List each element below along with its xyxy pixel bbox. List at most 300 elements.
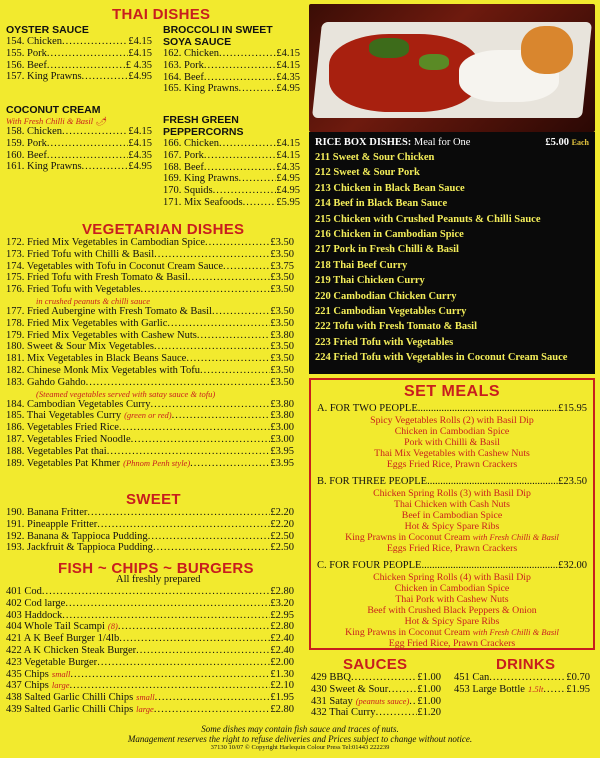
item-price: £2.80 (270, 621, 294, 633)
item-price: £4.95 (276, 173, 300, 185)
leader-dots (148, 531, 271, 543)
item-qualifier: (Phnom Penh style) (123, 457, 191, 468)
menu-item[interactable] (311, 707, 441, 719)
section-title: FRESH GREEN (163, 114, 239, 126)
menu-item[interactable] (6, 507, 294, 519)
item-qualifier: small (136, 692, 155, 703)
broccoli-section (163, 24, 300, 95)
set-meal-line (317, 572, 587, 583)
item-label: 431 Satay (311, 695, 353, 707)
leader-dots (351, 672, 417, 684)
set-meal-line (317, 616, 587, 627)
leader-dots (543, 684, 566, 696)
menu-item[interactable] (6, 422, 294, 434)
item-label: 423 Vegetable Burger (6, 656, 98, 668)
rice-box-item[interactable]: 223 Fried Tofu with Vegetables (315, 336, 454, 348)
item-price: £3.80 (270, 398, 294, 410)
item-price: £0.70 (566, 672, 590, 683)
menu-item[interactable] (6, 458, 294, 470)
set-meal-dish: Chicken Spring Rolls (3) with Basil Dip (373, 488, 531, 499)
leader-dots (141, 284, 271, 296)
item-name (6, 272, 188, 284)
leader-dots (421, 560, 558, 572)
item-label: 159. Pork (6, 137, 47, 149)
menu-item[interactable] (6, 126, 152, 138)
item-name (6, 71, 82, 83)
item-price: £3.50 (270, 305, 294, 317)
item-label: 169. King Prawns (163, 173, 239, 185)
item-label: 193. Jackfruit & Tappioca Pudding (6, 542, 153, 554)
leader-dots (204, 72, 277, 84)
fish-section (6, 586, 294, 716)
menu-item[interactable] (163, 185, 300, 197)
menu-item[interactable] (6, 150, 152, 162)
set-meal-line (317, 543, 587, 554)
item-price: £3.50 (270, 248, 294, 260)
item-price: £3.50 (270, 364, 294, 376)
coconut-cream-section (6, 104, 152, 173)
item-qualifier: small (51, 668, 71, 679)
item-name (6, 531, 148, 543)
menu-item[interactable] (454, 672, 590, 684)
menu-item[interactable] (6, 399, 294, 411)
menu-item[interactable] (6, 519, 294, 531)
set-meal-dish: Chicken in Cambodian Spice (394, 426, 510, 437)
item-price: £4.35 (276, 161, 300, 173)
item-name (6, 507, 87, 519)
menu-item[interactable] (163, 173, 300, 185)
menu-item[interactable] (6, 598, 294, 610)
item-price: £3.50 (270, 353, 294, 365)
item-name (6, 598, 65, 610)
item-label: 190. Banana Fritter (6, 507, 88, 518)
menu-item[interactable] (6, 610, 294, 622)
menu-item[interactable] (6, 161, 152, 173)
item-price: £4.15 (128, 126, 152, 137)
leader-dots (186, 353, 270, 365)
menu-item[interactable] (454, 684, 590, 696)
leader-dots (197, 330, 271, 342)
item-name (6, 422, 119, 434)
menu-item[interactable] (6, 306, 294, 318)
leader-dots (223, 261, 270, 273)
set-meal-dish: Thai Mix Vegetables with Cashew Nuts (374, 448, 530, 459)
item-name (6, 284, 141, 296)
item-name (163, 150, 204, 162)
set-meal-dish-note: with Fresh Chilli & Basil (472, 627, 559, 637)
set-meal-line (317, 437, 587, 448)
menu-item[interactable] (6, 138, 152, 150)
item-price: £3.80 (270, 410, 294, 422)
set-meal-price: £23.50 (558, 476, 587, 487)
item-price: £1.00 (417, 672, 441, 683)
menu-item[interactable] (6, 657, 294, 669)
item-name (6, 150, 47, 162)
rice-box-item[interactable]: 221 Cambodian Vegetables Curry (315, 306, 467, 318)
item-price: £4.95 (276, 83, 300, 95)
item-label: 191. Pineapple Fritter (6, 518, 98, 530)
section-title: BROCCOLI IN SWEET (163, 24, 273, 36)
menu-item[interactable] (6, 410, 294, 422)
leader-dots (118, 621, 271, 633)
item-name (6, 60, 47, 72)
menu-item[interactable] (6, 272, 294, 284)
item-label: 453 Large Bottle (454, 683, 525, 695)
menu-item[interactable] (311, 696, 441, 708)
item-name (6, 126, 62, 138)
rice-box-header (315, 136, 589, 150)
sweet-title: SWEET (126, 491, 181, 508)
menu-item[interactable] (6, 318, 294, 330)
leader-dots (47, 138, 129, 150)
item-name (311, 672, 351, 684)
item-label: 187. Vegetables Fried Noodle (6, 433, 131, 445)
item-name (6, 704, 154, 716)
rice-box-panel (309, 132, 595, 374)
item-price: £1.00 (417, 683, 441, 695)
set-meal-name: B. FOR THREE PEOPLE (317, 476, 428, 487)
item-label: 178. Fried Mix Vegetables with Garlic (6, 317, 168, 329)
menu-item[interactable] (163, 138, 300, 150)
set-meals-title: SET MEALS (403, 383, 501, 400)
menu-item[interactable] (6, 692, 294, 704)
set-meal-dish: King Prawns in Coconut Cream (345, 532, 471, 543)
menu-item[interactable] (6, 284, 294, 296)
set-meal-line (317, 448, 587, 459)
rice-box-item[interactable]: 216 Chicken in Cambodian Spice (315, 229, 464, 241)
item-price: £3.00 (270, 422, 294, 434)
item-price: £4.35 (128, 149, 152, 161)
item-price: £3.50 (270, 341, 294, 353)
leader-dots (150, 399, 270, 411)
item-price: £4.35 (276, 71, 300, 83)
item-price: £2.50 (270, 542, 294, 554)
menu-item[interactable] (163, 150, 300, 162)
item-qualifier: (8) (107, 621, 118, 632)
item-name (311, 684, 388, 696)
set-meals-panel (309, 378, 595, 650)
leader-dots (204, 60, 277, 72)
leader-dots (188, 272, 270, 284)
item-name (6, 410, 172, 422)
item-label: 155. Pork (6, 47, 47, 59)
set-meal-header[interactable] (317, 560, 587, 572)
item-price: £2.50 (270, 530, 294, 542)
set-meal-header[interactable] (317, 476, 587, 488)
set-meal-line (317, 488, 587, 499)
rice-box-item[interactable]: 222 Tofu with Fresh Tomato & Basil (315, 321, 478, 333)
set-meal-dish: Thai Chicken with Cash Nuts (394, 499, 510, 510)
set-meal-dish: Eggs Fried Rice, Prawn Crackers (386, 543, 518, 554)
leader-dots (47, 150, 129, 162)
menu-item[interactable] (6, 71, 152, 83)
menu-item[interactable] (6, 680, 294, 692)
menu-item[interactable] (311, 684, 441, 696)
item-label: 451 Can (454, 672, 490, 683)
item-price: £4.15 (276, 48, 300, 59)
leader-dots (200, 365, 270, 377)
item-label: 439 Salted Garlic Chilli Chips (6, 703, 134, 715)
set-meal-line (317, 459, 587, 470)
item-name (163, 83, 239, 95)
item-price: £2.40 (270, 633, 294, 645)
item-price: £2.95 (270, 609, 294, 621)
item-qualifier: (green or red) (124, 410, 172, 421)
rice-box-price: £5.00 (545, 137, 570, 148)
item-name (6, 610, 62, 622)
item-price: £2.20 (270, 507, 294, 518)
leader-dots (119, 422, 270, 434)
menu-item[interactable] (6, 542, 294, 554)
leader-dots (153, 542, 270, 554)
oyster-sauce-section (6, 24, 152, 83)
rice-box-item[interactable]: 213 Chicken in Black Bean Sauce (315, 182, 465, 194)
item-label: 181. Mix Vegetables in Black Beans Sauce (6, 353, 187, 365)
leader-dots (42, 586, 270, 598)
item-name (6, 434, 131, 446)
leader-dots (239, 83, 277, 95)
set-meal-line (317, 426, 587, 437)
rice-box-each: Each (571, 138, 589, 147)
item-name (6, 446, 107, 458)
rice-box-item[interactable]: 215 Chicken with Crushed Peanuts & Chilli Sauce (315, 213, 541, 225)
menu-item[interactable] (6, 633, 294, 645)
item-label: 404 Whole Tail Scampi (6, 621, 105, 633)
set-meal-dish: Thai Pork with Cashew Nuts (395, 594, 509, 605)
leader-dots (489, 672, 566, 684)
item-price: £1.00 (417, 695, 441, 707)
item-price: £2.20 (270, 518, 294, 530)
item-qualifier: (peanuts sauce) (355, 695, 410, 706)
item-price: £1.95 (566, 683, 590, 695)
set-meal-dish: Pork with Chilli & Basil (404, 437, 500, 448)
set-meal-dish: King Prawns in Coconut Cream (345, 627, 471, 638)
item-price: £4.95 (128, 71, 152, 83)
item-price: £4.15 (128, 137, 152, 149)
item-price: £3.50 (270, 376, 294, 388)
leader-dots (167, 318, 270, 330)
menu-item[interactable] (6, 621, 294, 633)
rice-box-item[interactable]: 217 Pork in Fresh Chilli & Basil (315, 244, 459, 256)
menu-item[interactable] (6, 704, 294, 716)
item-name (6, 621, 118, 633)
rice-box-item[interactable]: 224 Fried Tofu with Vegetables in Coconut Cream Sauce (315, 352, 568, 364)
leader-dots (409, 696, 417, 708)
menu-item[interactable] (6, 531, 294, 543)
item-price: £4.15 (128, 47, 152, 59)
item-label: 174. Vegetables with Tofu in Coconut Cream Sauce (6, 260, 224, 272)
item-price: £3.50 (270, 237, 294, 248)
item-label: 163. Pork (163, 59, 204, 71)
item-price: £3.20 (270, 597, 294, 609)
item-name (6, 377, 86, 389)
section-title: PEPPERCORNS (163, 126, 244, 138)
leader-dots (87, 507, 270, 519)
menu-item[interactable] (6, 586, 294, 598)
footer-disclaimer (0, 724, 600, 744)
set-meal-header[interactable] (317, 403, 587, 415)
item-name (163, 173, 239, 185)
item-label: 185. Thai Vegetables Curry (6, 410, 122, 422)
item-label: 184. Cambodian Vegetables Curry (6, 398, 151, 410)
leader-dots (62, 126, 128, 138)
menu-item[interactable] (6, 446, 294, 458)
set-meal-price: £15.95 (558, 403, 587, 414)
set-meal-line (317, 605, 587, 616)
set-meal-dish: Spicy Vegetables Rolls (2) with Basil Dip (370, 415, 534, 426)
set-meal-dish: Hot & Spicy Spare Ribs (404, 616, 500, 627)
set-meal-name: A. FOR TWO PEOPLE (317, 403, 418, 414)
menu-item[interactable] (6, 48, 152, 60)
rice-box-item[interactable]: 211 Sweet & Sour Chicken (315, 152, 435, 163)
menu-item[interactable] (6, 434, 294, 446)
vegetarian-title: VEGETARIAN DISHES (82, 221, 245, 238)
leader-dots (205, 237, 270, 249)
menu-item[interactable] (6, 249, 294, 261)
item-price: £4.15 (276, 149, 300, 161)
menu-item[interactable] (6, 645, 294, 657)
item-label: 166. Chicken (163, 138, 219, 149)
sauces-section (311, 672, 441, 719)
item-name (6, 237, 205, 249)
item-name (163, 48, 219, 60)
leader-dots (119, 633, 270, 645)
menu-item[interactable] (6, 261, 294, 273)
item-price: £ 4.35 (125, 59, 152, 71)
sweet-section (6, 507, 294, 554)
set-meal-line (317, 594, 587, 605)
menu-item[interactable] (6, 237, 294, 249)
item-name (163, 185, 213, 197)
leader-dots (418, 403, 558, 415)
drinks-section (454, 672, 590, 696)
item-qualifier: 1.5lt (527, 683, 544, 694)
item-price: £3.95 (270, 445, 294, 457)
rice-box-item[interactable]: 212 Sweet & Sour Pork (315, 167, 420, 179)
item-label: 158. Chicken (6, 126, 62, 137)
set-meal-line (317, 415, 587, 426)
item-label: 430 Sweet & Sour (311, 683, 389, 695)
set-meal-line (317, 638, 587, 649)
leader-dots (82, 161, 129, 173)
item-label: 160. Beef (6, 149, 47, 161)
item-price: £3.95 (270, 457, 294, 469)
rice-box-subtitle: Meal for One (413, 137, 471, 148)
set-meal-line (317, 521, 587, 532)
item-price: £3.50 (270, 272, 294, 284)
leader-dots (239, 173, 277, 185)
menu-item[interactable] (6, 669, 294, 681)
menu-item[interactable] (163, 48, 300, 60)
item-name (6, 519, 97, 531)
leader-dots (204, 150, 277, 162)
set-meal-dish: Beef with Crushed Black Peppers & Onion (367, 605, 537, 616)
leader-dots (190, 458, 270, 470)
leader-dots (172, 410, 271, 422)
item-qualifier: large (51, 680, 70, 691)
menu-item[interactable] (163, 60, 300, 72)
section-note: With Fresh Chilli & Basil 🌶 (6, 116, 106, 126)
item-name (6, 669, 70, 681)
item-name (6, 161, 82, 173)
menu-item[interactable] (6, 341, 294, 353)
item-name (6, 692, 155, 704)
item-price: £4.95 (128, 161, 152, 173)
set-meal-section (317, 560, 587, 649)
menu-item[interactable] (6, 365, 294, 377)
set-meal-dish-note: with Fresh Chilli & Basil (472, 532, 559, 542)
thai-dishes-title: THAI DISHES (112, 6, 211, 23)
leader-dots (219, 138, 276, 150)
rice-box-item[interactable]: 219 Thai Chicken Curry (315, 275, 425, 287)
set-meal-name: C. FOR FOUR PEOPLE (317, 560, 422, 571)
item-name (6, 353, 186, 365)
item-label: 157. King Prawns (6, 71, 82, 83)
section-title: SOYA SAUCE (163, 36, 232, 48)
item-label: 172. Fried Mix Vegetables in Cambodian Spice (6, 237, 205, 248)
set-meal-dish: Eggs Fried Rice, Prawn Crackers (386, 459, 518, 470)
item-name (6, 458, 190, 470)
item-name (6, 36, 62, 48)
item-label: 171. Mix Seafoods (163, 196, 243, 208)
section-title: OYSTER SAUCE (6, 24, 89, 36)
set-meal-dish: Hot & Spicy Spare Ribs (404, 521, 500, 532)
menu-item[interactable] (6, 60, 152, 72)
item-label: 168. Beef (163, 161, 204, 173)
set-meal-line (317, 499, 587, 510)
item-name (6, 365, 200, 377)
item-name (163, 72, 204, 84)
menu-item[interactable] (163, 83, 300, 95)
item-label: 429 BBQ (311, 672, 351, 683)
rice-box-item[interactable]: 218 Thai Beef Curry (315, 259, 408, 271)
menu-item[interactable] (163, 72, 300, 84)
menu-item[interactable] (6, 377, 294, 389)
item-note: (Steamed vegetables served with satay sauce & tofu) (36, 388, 216, 399)
leader-dots (47, 48, 129, 60)
leader-dots (47, 60, 126, 72)
item-price: £2.00 (270, 656, 294, 668)
footer-copyright: 37130 10/07 © Copyright Harlequin Colour Press Tel:01443 222239 (210, 744, 390, 751)
menu-item[interactable] (163, 162, 300, 174)
set-meal-line (317, 627, 587, 638)
rice-box-item[interactable]: 220 Cambodian Chicken Curry (315, 290, 457, 302)
item-name (6, 341, 154, 353)
drinks-title: DRINKS (496, 656, 556, 673)
item-price: £3.50 (270, 284, 294, 296)
item-name (6, 261, 223, 273)
leader-dots (97, 519, 270, 531)
item-qualifier: large (136, 703, 154, 714)
leader-dots (213, 185, 277, 197)
menu-item[interactable] (163, 197, 300, 209)
menu-item[interactable] (6, 330, 294, 342)
menu-item[interactable] (311, 672, 441, 684)
menu-item[interactable] (6, 353, 294, 365)
item-price: £2.80 (270, 703, 294, 715)
menu-item[interactable] (6, 36, 152, 48)
set-meal-section (317, 476, 587, 554)
rice-box-item[interactable]: 214 Beef in Black Bean Sauce (315, 198, 448, 210)
item-price: £3.75 (270, 260, 294, 272)
set-meal-line (317, 510, 587, 521)
item-label: 192. Banana & Tappioca Pudding (6, 530, 148, 542)
set-meal-section (317, 403, 587, 470)
item-label: 188. Vegetables Pat thai (6, 445, 107, 457)
item-name (6, 680, 70, 692)
item-price: £4.15 (128, 36, 152, 47)
leader-dots (107, 446, 271, 458)
